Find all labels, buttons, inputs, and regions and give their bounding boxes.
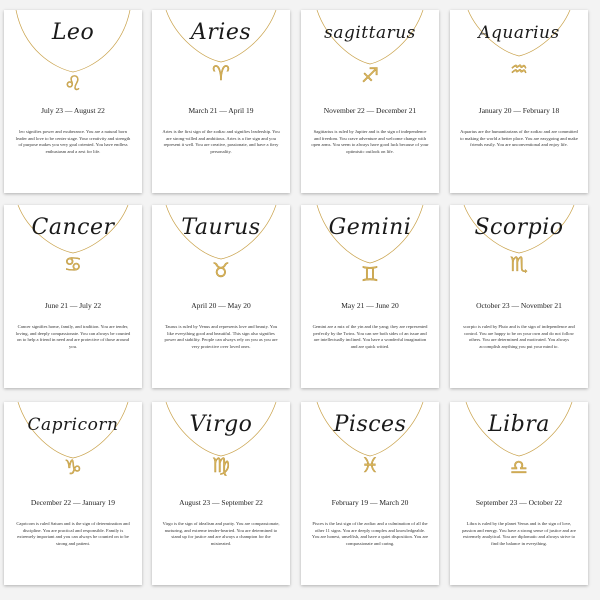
zodiac-card-pisces bbox=[301, 402, 439, 585]
card-description: Capricorn is ruled Saturn and is the sign of determination and discipline. You are practical and responsible. Family is extremely important and you can always be counted on to be strong and patient. bbox=[16, 521, 130, 547]
card-dates: April 20 — May 20 bbox=[191, 301, 251, 310]
sagittarius-pendant-icon bbox=[360, 62, 380, 88]
card-dates: June 21 — July 22 bbox=[44, 301, 102, 310]
svg-text:♎: ♎ bbox=[510, 455, 528, 479]
capricorn-pendant-icon bbox=[63, 454, 83, 480]
svg-text:♓: ♓ bbox=[361, 453, 379, 477]
scorpio-pendant-icon bbox=[509, 251, 529, 277]
cancer-pendant-icon bbox=[63, 251, 83, 277]
card-description: Virgo is the sign of idealism and purity. You are compassionate, nurturing, and extreme tender-hearted. You are determined to stand up for justice and are always a champion for the mistreated. bbox=[162, 521, 280, 547]
svg-text:♍: ♍ bbox=[212, 453, 230, 477]
card-description: Gemini are a mix of the yin and the yang; they are represented perfectly by the Twins. You can see both sides of an issue and are intellectually inclined. You have a wonderful imagination and are quick witted. bbox=[312, 324, 428, 350]
card-dates: February 19 — March 20 bbox=[331, 498, 409, 507]
svg-text:♑: ♑ bbox=[64, 455, 82, 479]
card-title: Leo bbox=[51, 20, 95, 45]
zodiac-card-sagittarius bbox=[301, 10, 439, 193]
svg-text:♒: ♒ bbox=[510, 57, 528, 81]
gemini-pendant-icon bbox=[360, 261, 380, 287]
card-description: Aries is the first sign of the zodiac and signifies leadership. You are strong-willed and ambitious. Aries is a fire sign and you represent it well. You are creative, passionate, and have a fiery personality. bbox=[162, 129, 280, 155]
aquarius-pendant-icon bbox=[509, 56, 529, 82]
svg-text:♏: ♏ bbox=[510, 252, 528, 276]
zodiac-card-gemini bbox=[301, 205, 439, 388]
pisces-pendant-icon bbox=[360, 452, 380, 478]
zodiac-card-aries bbox=[152, 10, 290, 193]
zodiac-card-leo bbox=[4, 10, 142, 193]
card-description: leo signifies power and exuberance. You are a natural born leader and love to be center stage. Your creativity and strength of purpose makes you very goal oriented. You have endless enthusiasm and a zest for life. bbox=[15, 129, 131, 155]
zodiac-card-libra bbox=[450, 402, 588, 585]
card-dates: October 23 — November 21 bbox=[476, 301, 562, 310]
svg-text:♈: ♈ bbox=[212, 61, 230, 85]
card-title: Scorpio bbox=[474, 215, 564, 240]
card-description: Aquarius are the humanitarians of the zodiac and are committed to making the world a better place. You are easygoing and make friends easily. You are unconventional and enjoy life. bbox=[460, 129, 578, 148]
card-title: Pisces bbox=[333, 412, 407, 437]
zodiac-card-cancer bbox=[4, 205, 142, 388]
virgo-pendant-icon bbox=[211, 452, 231, 478]
svg-text:♊: ♊ bbox=[361, 262, 379, 286]
zodiac-card-aquarius bbox=[450, 10, 588, 193]
card-dates: August 23 — September 22 bbox=[179, 498, 263, 507]
card-dates: July 23 — August 22 bbox=[41, 106, 105, 115]
zodiac-card-taurus bbox=[152, 205, 290, 388]
svg-text:♌: ♌ bbox=[64, 71, 82, 95]
card-title: Taurus bbox=[181, 215, 261, 240]
card-description: Libra is ruled by the planet Venus and is the sign of love, passion and energy. You have a strong sense of justice and are extremely analytical. You are diplomatic and always strive to find the balance in everything. bbox=[462, 521, 576, 547]
card-title: Capricorn bbox=[27, 415, 119, 435]
card-description: scorpio is ruled by Pluto and is the sign of independence and control. You are happy to be on your own and do not follow others. You are determined and motivated. You always accomplish anything you put your mind to. bbox=[463, 324, 575, 350]
card-title: Gemini bbox=[328, 215, 412, 240]
leo-pendant-icon bbox=[63, 70, 83, 96]
card-title: Aries bbox=[190, 20, 252, 45]
card-dates: December 22 — January 19 bbox=[30, 498, 116, 507]
card-title: Virgo bbox=[189, 412, 253, 437]
taurus-pendant-icon bbox=[211, 257, 231, 283]
card-description: Pisces is the last sign of the zodiac and a culmination of all the other 11 signs. You are deeply complex and knowledgeable. You are honest, unselfish, and have a quiet disposition. You are compassionate and caring. bbox=[311, 521, 429, 547]
card-dates: March 21 — April 19 bbox=[188, 106, 254, 115]
svg-text:♐: ♐ bbox=[361, 63, 379, 87]
svg-text:♋: ♋ bbox=[64, 252, 82, 276]
zodiac-card-scorpio bbox=[450, 205, 588, 388]
card-title: Libra bbox=[488, 412, 550, 437]
card-title: sagittarus bbox=[324, 23, 416, 43]
card-dates: May 21 — June 20 bbox=[341, 301, 399, 310]
card-dates: September 23 — October 22 bbox=[475, 498, 563, 507]
card-dates: January 20 — February 18 bbox=[478, 106, 560, 115]
card-dates: November 22 — December 21 bbox=[323, 106, 417, 115]
card-title: Cancer bbox=[31, 215, 115, 240]
card-description: Taurus is ruled by Venus and represents love and beauty. You like everything good and beautiful. This sign also signifies power and stability. People can always rely on you as you are very protective over loved ones. bbox=[164, 324, 278, 350]
zodiac-card-virgo bbox=[152, 402, 290, 585]
card-title: Aquarius bbox=[478, 23, 560, 43]
svg-text:♉: ♉ bbox=[212, 258, 230, 282]
card-description: Cancer signifies home, family, and tradition. You are tender, loving, and deeply compassionate. You can always be counted on to help a friend in need and are protective of those around you. bbox=[15, 324, 131, 350]
zodiac-card-capricorn bbox=[4, 402, 142, 585]
card-description: Sagittarius is ruled by Jupiter and is the sign of independence and freedom. You crave adventure and welcome change with open arms. You seem to always have good luck because of your optimistic outlook on life. bbox=[311, 129, 429, 155]
aries-pendant-icon bbox=[211, 60, 231, 86]
libra-pendant-icon bbox=[509, 454, 529, 480]
